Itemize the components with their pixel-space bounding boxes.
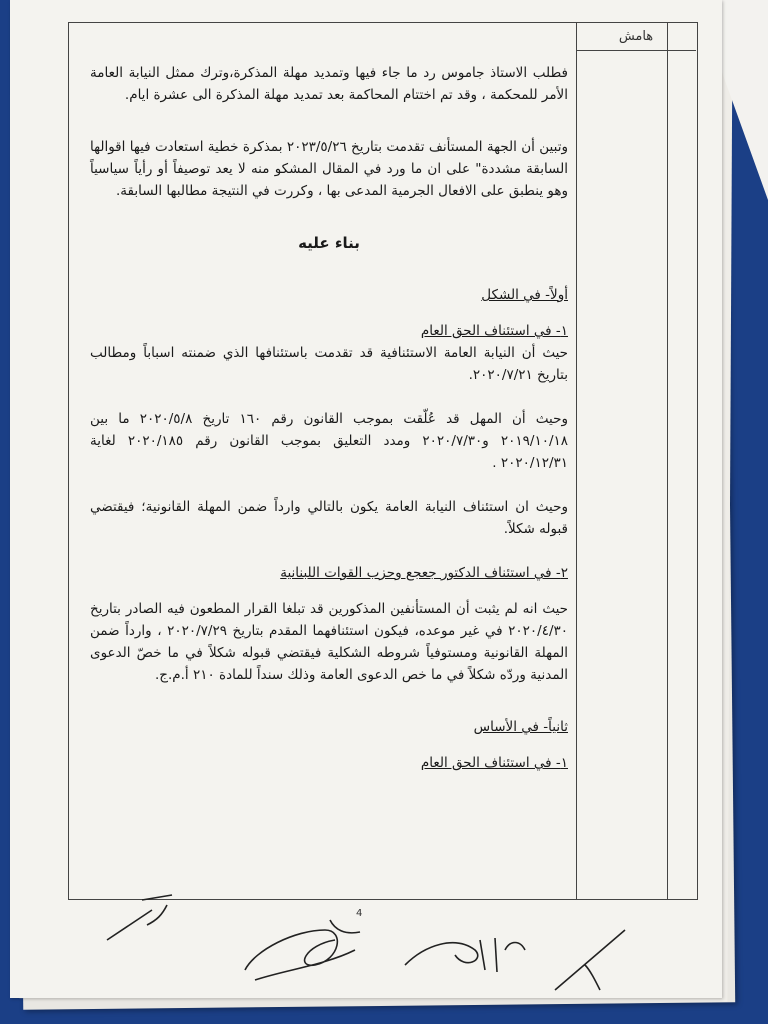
paragraph-prosecution-appeal: حيث أن النيابة العامة الاستئنافية قد تقدمت باستئنافها الذي ضمنته اسباباً ومطالب بتاريخ ٢٠٢٠/٧/٢١. — [90, 345, 568, 383]
heading-merits: ثانياً- في الأساس — [473, 719, 568, 735]
paragraph-request: فطلب الاستاذ جاموس رد ما جاء فيها وتمديد مهلة المذكرة،وترك ممثل النيابة العامة الأمر للمحكمة ، وقد تم اختتام المحاكمة بعد تمديد مهلة المذكرة الى عشرة ايام. — [90, 65, 568, 103]
paragraph-geagea-appeal: حيث انه لم يثبت أن المستأنفين المذكورين قد تبلغا القرار المطعون فيه الصادر بتاريخ ٢٠٢٠/٤/٣٠ في غير موعده، فيكون استئنافهما المقدم بتاريخ ٢٠٢٠/٧/٢٩ ، وارداً ضمن المهلة القانونية ومستوفياً شروطه الشكلية فيقتضي قبوله شكلاً في ما خصّ الدعوى المدنية وردّه شكلاً في ما خص الدعوى العامة وذلك سنداً للمادة ٢١٠ أ.م.ج. — [90, 601, 569, 683]
section-title: بناء عليه — [298, 234, 360, 252]
paragraph-within-deadline: وحيث ان استئناف النيابة العامة يكون بالتالي وارداً ضمن المهلة القانونية؛ فيقتضي قبوله شكلاً. — [90, 499, 568, 537]
heading-public-right-appeal: ١- في استئناف الحق العام — [420, 323, 568, 339]
signature-3 — [395, 920, 535, 980]
margin-column — [576, 22, 698, 900]
paragraph-suspended-deadlines: وحيث أن المهل قد عُلّقت بموجب القانون رقم ١٦٠ تاريخ ٢٠٢٠/٥/٨ ما بين ٢٠١٩/١٠/١٨ و٢٠٢٠/٧/٣٠ ومدد التعليق بموجب القانون رقم ٢٠٢٠/١٨٥ لغاية ٢٠٢٠/١٢/٣١ . — [90, 411, 568, 471]
document-body — [90, 62, 568, 774]
paragraph-appellant-memo: وتبين أن الجهة المستأنف تقدمت بتاريخ ٢٠٢٣/٥/٢٦ بمذكرة خطية استعادت فيها اقوالها السابقة مشددة" على ان ما ورد في المقال المشكو منه لا يعد توصيفاً أو رأياً سياسياً وهو ينطبق على الافعال الجرمية المدعى بها ، وكررت في النتيجة مطالبها السابقة. — [90, 139, 568, 199]
heading-geagea-appeal: ٢- في استئناف الدكتور جعجع وحزب القوات اللبنانية — [280, 565, 568, 581]
page-number: 4 — [356, 908, 363, 919]
heading-merits-public-right: ١- في استئناف الحق العام — [420, 755, 568, 771]
signature-4 — [545, 920, 645, 1000]
signature-2 — [235, 910, 365, 990]
margin-header: هامش — [576, 22, 696, 51]
document-page — [10, 0, 722, 998]
signature-1 — [102, 890, 182, 950]
heading-form: أولاً- في الشكل — [481, 287, 568, 303]
